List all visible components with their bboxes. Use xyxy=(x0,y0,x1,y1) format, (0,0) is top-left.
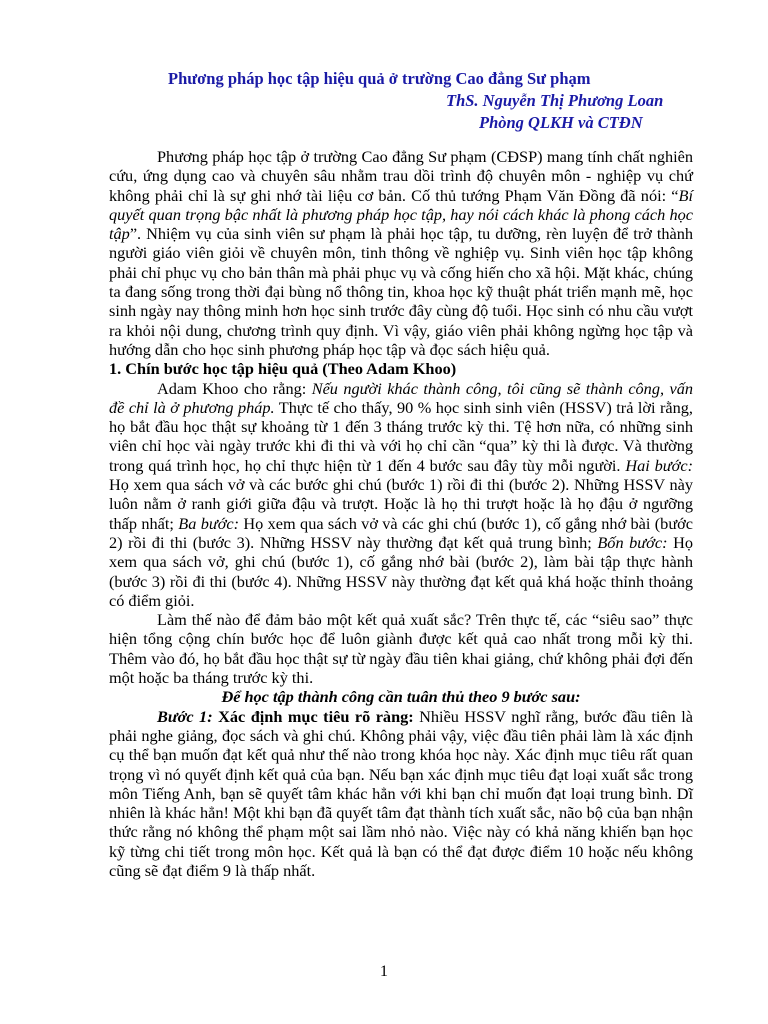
intro-text-1: Phương pháp học tập ở trường Cao đẳng Sư phạm (CĐSP) mang tính chất nghiên cứu, ứng dụng cao và chuyên sâu nhằm trau dồi trình độ chuyên môn - nghiệp vụ chứ không phải chỉ là sự ghi nhớ tài liệu cơ bản. Cố thủ tướng Phạm Văn Đồng đã nói: “ xyxy=(109,147,693,205)
author-name: ThS. Nguyễn Thị Phương Loan xyxy=(446,91,664,110)
document-title: Phương pháp học tập hiệu quả ở trường Cao đẳng Sư phạm xyxy=(168,69,591,88)
header-block xyxy=(0,68,768,134)
four-steps-label: Bốn bước: xyxy=(597,532,668,552)
para2-text-i: Họ xem qua sách vở, ghi chú (bước 1), cố gắng nhớ bài (bước 2), làm bài tập thực hành (bước 3) rồi đi thi (bước 4). Những HSSV này thường đạt kết quả khá hoặc thỉnh thoảng có điểm giỏi. xyxy=(109,532,694,610)
step1-text: Nhiều HSSV nghĩ rằng, bước đầu tiên là phải nghe giảng, đọc sách và ghi chú. Không phải vậy, việc đầu tiên phải làm là xác định cụ thể bạn muốn đạt kết quả như thế nào trong khóa học này. Xác định mục tiêu rất quan trọng vì nó quyết định kết quả của bạn. Nếu bạn xác định mục tiêu đạt loại xuất sắc trong môn Tiếng Anh, bạn sẽ quyết tâm khác hẳn với khi bạn chỉ muốn đạt loại trung bình. Dĩ nhiên là khác hẳn! Một khi bạn đã quyết tâm đạt thành tích xuất sắc, não bộ của bạn nhận thức rằng nó không thể phạm một sai lầm nhỏ nào. Việc này có khả năng khiến bạn học kỹ từng chi tiết trong môn học. Kết quả là bạn có thể đạt được điểm 10 hoặc nếu không cũng sẽ đạt điểm 9 là thấp nhất. xyxy=(109,706,693,880)
step1-title: Xác định mục tiêu rõ ràng: xyxy=(212,706,414,726)
steps-heading: Để học tập thành công cần tuân thủ theo 9 bước sau: xyxy=(221,687,581,707)
intro-paragraph xyxy=(109,147,693,359)
para2-text-c: Thực tế cho thấy, 90 % học sinh sinh viên (HSSV) trả lời rằng, họ bắt đầu học thật sự khoảng từ 1 đến 3 tháng trước kỳ thi. Tệ hơn nữa, có những sinh viên chỉ học vài ngày trước khi đi thi và với họ chỉ cần “qua” kỳ thi là được. Và thường trong quá trình học, họ chỉ thực hiện từ 1 đến 4 bước sau đây tùy mỗi người. xyxy=(109,397,693,475)
para2-text-a: Adam Khoo cho rằng: xyxy=(157,378,312,398)
two-steps-label: Hai bước: xyxy=(625,455,693,475)
document-body xyxy=(109,147,693,880)
page-number: 1 xyxy=(379,961,389,980)
step1-label: Bước 1: xyxy=(157,706,213,726)
three-steps-label: Ba bước: xyxy=(178,513,240,533)
intro-text-2: ”. Nhiệm vụ của sinh viên sư phạm là phải học tập, tu dưỡng, rèn luyện để trở thành người giáo viên giỏi về chuyên môn, tinh thông về nghiệp vụ. Sinh viên học tập không phải chỉ phục vụ cho bản thân mà phải phục vụ và cống hiến cho xã hội. Mặt khác, chúng ta đang sống trong thời đại bùng nổ thông tin, khoa học kỹ thuật phát triển mạnh mẽ, học sinh ngày nay thông minh hơn học sinh trước đây cùng độ tuổi. Học sinh có nhu cầu vượt ra khỏi nội dung, chương trình quy định. Vì vậy, giáo viên phải không ngừng học tập và hướng dẫn cho học sinh phương pháp học tập và đọc sách hiệu quả. xyxy=(109,224,693,359)
para2-text-g: Họ xem qua sách vở và các ghi chú (bước 1), cố gắng nhớ bài (bước 2) rồi đi thi (bước 3). Những HSSV này thường đạt kết quả trung bình; xyxy=(109,513,693,552)
para2-quote: Nếu người khác thành công, tôi cũng sẽ thành công, vấn đề chỉ là ở phương pháp. xyxy=(109,378,693,417)
para2-text-e: Họ xem qua sách vở và các bước ghi chú (bước 1) rồi đi thi (bước 2). Những HSSV này luôn nằm ở ranh giới giữa đậu và trượt. Hoặc là họ thi trượt hoặc là họ đậu ở ngưỡng thấp nhất; xyxy=(109,475,693,533)
superstar-paragraph: Làm thế nào để đảm bảo một kết quả xuất sắc? Trên thực tế, các “siêu sao” thực hiện tổng cộng chín bước học để luôn giành được kết quả cao nhất trong mỗi kỳ thi. Thêm vào đó, họ bắt đầu học thật sự từ ngày đầu tiên khai giảng, chứ không phải đợi đến một hoặc ba tháng trước kỳ thi. xyxy=(109,610,693,688)
intro-quote: Bí quyết quan trọng bậc nhất là phương pháp học tập, hay nói cách khác là phong cách học tập xyxy=(109,185,693,244)
section-heading: 1. Chín bước học tập hiệu quả (Theo Adam Khoo) xyxy=(109,359,457,379)
step1-paragraph xyxy=(109,707,693,881)
adam-khoo-paragraph xyxy=(109,379,693,611)
department-name: Phòng QLKH và CTĐN xyxy=(479,113,643,132)
